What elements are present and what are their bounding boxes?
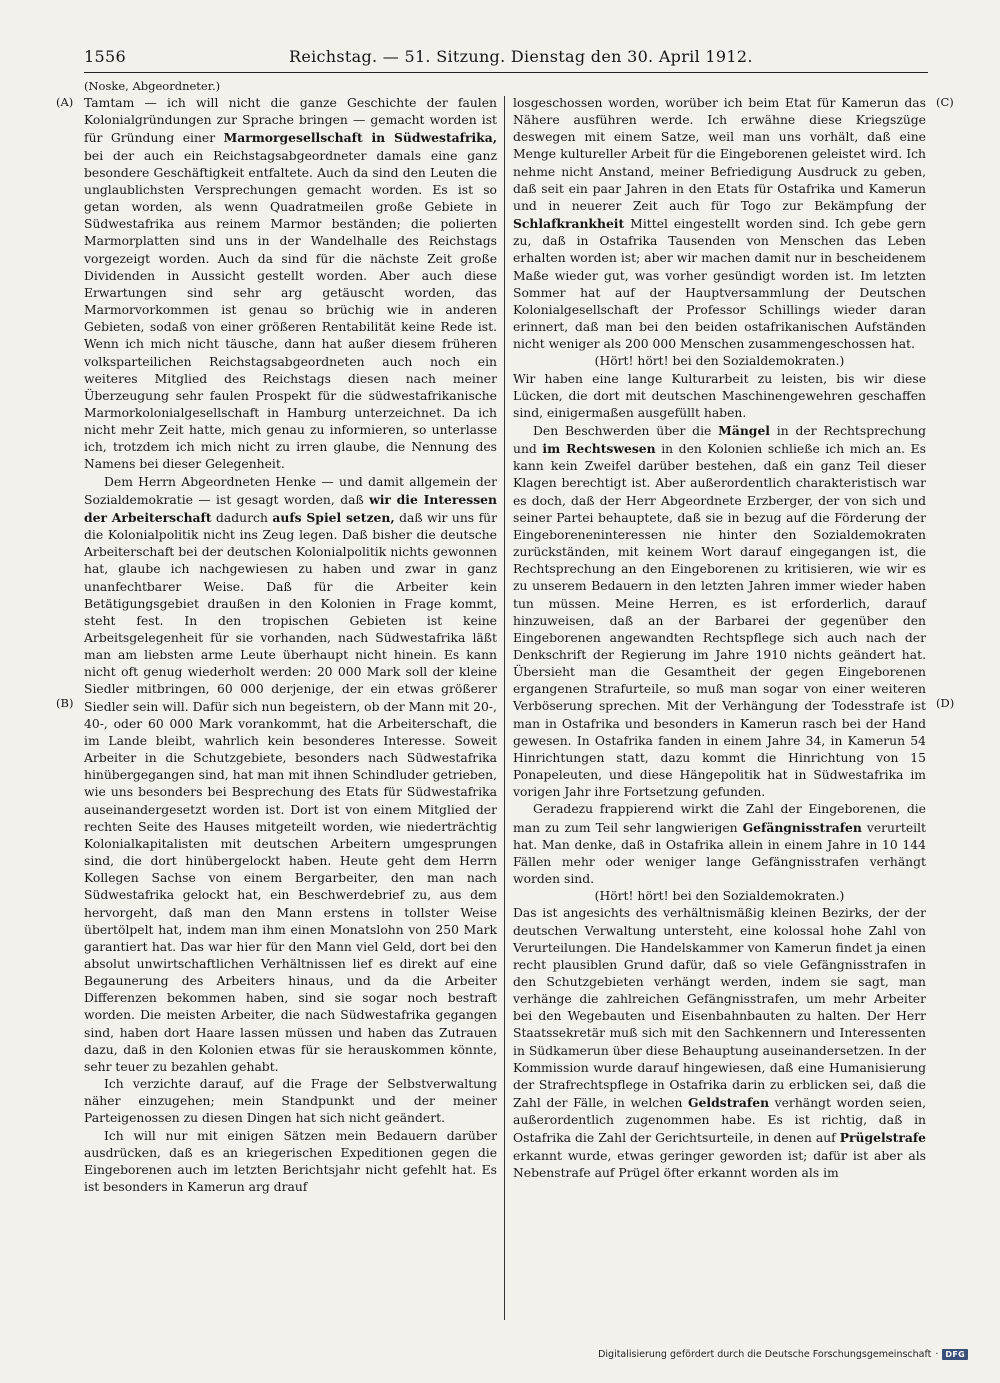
emphasis-text: im Rechtswesen — [542, 441, 656, 457]
column-divider — [504, 96, 505, 1320]
interjection: (Hört! hört! bei den Sozialdemokraten.) — [594, 889, 845, 904]
text-run: Mittel eingestellt worden sind. Ich gebe gern zu, daß in Ostafrika Tausenden von Menschen das Leben erhalten worden ist; aber wir machen damit nur in bescheidenem Maße wieder gut, was vorher gesündigt worden ist. Im letzten Sommer hat auf der Hauptversammlung der Deutschen Kolonialgesellschaft der Professor Schillings wieder daran erinnert, daß man bei den beiden ostafrikanischen Aufständen nicht weniger als 200 000 Menschen zusammengeschossen hat. — [513, 217, 926, 352]
text-run: bei der auch ein Reichstagsabgeordneter damals eine ganz besondere Geschäftigkeit entfaltete. Auch da sind den Leuten die unglaublichsten Versprechungen gemacht worden. Es ist so getan worden, als wenn Quadratmeilen große Gebiete in Südwestafrika aus reinem Marmor beständen; die polierten Marmorplatten sind uns in der Wandelhalle des Reichstags vorgezeigt worden. Auch da sind für die nächste Zeit große Dividenden in Aussicht gestellt worden. Aber auch diese Erwartungen sind sehr arg getäuscht worden, das Marmorvorkommen ist genau so brüchig wie in anderen Gebieten, sodaß von einer größeren Rentabilität keine Rede ist. Wenn ich mich nicht täusche, dann hat außer diesem früheren volksparteilichen Reichstagsabgeordneten auch noch ein weiteres Mitglied des Reichstags diesen nach meiner Überzeugung sehr faulen Prospekt für die südwestafrikanische Marmorkolonialgesellschaft in Hamburg unterzeichnet. Da ich nicht mehr Zeit hatte, mich genau zu informieren, so unterlasse ich, trotzdem ich mich nicht zu irren glaube, die Nennung des Namens bei dieser Gelegenheit. — [84, 148, 497, 472]
margin-mark-d: (D) — [936, 696, 955, 710]
running-head — [84, 47, 928, 69]
paragraph: Ich will nur mit einigen Sätzen mein Bedauern darüber ausdrücken, daß es an kriegerischen Expeditionen gegen die Eingeborenen auch im letzten Berichtsjahr nicht gefehlt hat. Es ist besonders in Kamerun arg drauf — [84, 1128, 497, 1194]
bullet-separator: · — [935, 1348, 939, 1360]
text-run: in der Rechtsprechung und — [513, 423, 926, 457]
paragraph: Wir haben eine lange Kulturarbeit zu leisten, bis wir diese Lücken, die dort mit deutschen Maschinengewehren geschaffen sind, einigermaßen ausgefüllt haben. — [513, 371, 926, 420]
emphasis-text: wir die Interessen der Arbeiterschaft — [84, 491, 497, 525]
dfg-logo-icon: DFG — [942, 1349, 968, 1360]
paragraph — [513, 422, 926, 801]
text-run: Geradezu frappierend wirkt die Zahl der Eingeborenen, die man zu zum Teil sehr langwierigen — [513, 802, 926, 835]
paragraph — [513, 801, 926, 888]
text-run: Den Beschwerden über die — [533, 423, 719, 438]
text-run: daß wir uns für die Kolonialpolitik nicht ins Zeug legen. Daß bisher die deutsche Arbeiterschaft bei der deutschen Kolonialpolitik nichts gewonnen hat, glaube ich nachgewiesen zu haben und zwar in ganz unanfechtbarer Weise. Daß für die Arbeiter kein Betätigungsgebiet draußen in den Kolonien in Frage kommt, steht fest. In den tropischen Gebieten ist keine Arbeitsgelegenheit für sie vorhanden, nach Südwestafrika läßt man am liebsten arme Leute überhaupt nicht hinein. Es kann nicht oft genug wiederholt werden: 20 000 Mark soll der kleine Siedler mitbringen, 60 000 derjenige, der ein etwas größerer Siedler sein will. Dafür sich nun begeistern, ob der Mann mit 20-, 40-, oder 60 000 Mark vorankommt, hat die Arbeiterschaft, die im Lande bleibt, wahrlich kein besonderes Interesse. Soweit Arbeiter in die Schutzgebiete, besonders nach Südwestafrika hinübergegangen sind, hat man mit ihnen Schindluder getrieben, wie uns besonders bei Besprechung des Etats für Südwestafrika auseinandergesetzt worden ist. Dort ist von einem Mitglied der rechten Seite des Hauses mitgeteilt worden, wie niederträchtig Kolonialkapitalisten mit deutschen Arbeitern umgesprungen sind, die dort hinübergelockt haben. Heute geht dem Herrn Kollegen Sachse von einem Bergarbeiter, den man nach Südwestafrika gelockt hat, ein Beschwerdebrief zu, aus dem hervorgeht, daß man den Mann erstens in tollster Weise übertölpelt hat, indem man ihm einen Monatslohn von 250 Mark garantiert hat. Das war hier für den Mann viel Geld, dort bei den absolut unwirtschaftlichen Verhältnissen lief es direkt auf eine Begaunerung des Arbeiters hinaus, und da die Arbeiter Differenzen bekommen haben, sind sie sogar noch bestraft worden. Die meisten Arbeiter, die nach Südwestafrika gegangen sind, haben dort Haare lassen müssen und haben das Zutrauen dazu, daß in den Kolonien etwas für sie herauskommen könnte, sehr teuer zu bezahlen gehabt. — [84, 510, 497, 1074]
left-column — [84, 78, 497, 1196]
paragraph — [84, 95, 497, 473]
emphasis-text: Schlafkrankheit — [513, 216, 625, 232]
page-number: 1556 — [84, 47, 126, 66]
text-run: Tamtam — ich will nicht die ganze Geschichte der faulen Kolonialgründungen zur Sprache bringen — gemacht worden ist für Gründung einer — [84, 96, 497, 146]
text-run: verurteilt hat. Man denke, daß in Ostafrika allein in einem Jahre in 10 144 Fällen mehr oder weniger lange Gefängnisstrafen verhängt worden sind. — [513, 820, 927, 887]
credit-text: Digitalisierung gefördert durch die Deutsche Forschungsgemeinschaft — [598, 1348, 932, 1360]
emphasis-text: Gefängnisstrafen — [742, 819, 862, 835]
text-run: in den Kolonien schließe ich mich an. Es kann kein Zweifel darüber bestehen, daß ein ganz Teil dieser Klagen berechtigt ist. Aber außerordentlich charakteristisch war es doch, daß der Herr Abgeordnete Erzberger, der von sich und seiner Partei behauptete, daß sie in bezug auf die Förderung der Eingeboreneninteressen nie hinter den Sozialdemokraten zurückständen, mit keinem Wort darauf eingegangen ist, die Rechtsprechung an den Eingeborenen zu kritisieren, wie wir es zu unserem Bedauern in den letzten Jahren immer wieder haben tun müssen. Meine Herren, es ist erforderlich, darauf hinzuweisen, daß an der Barbarei der gegenüber den Eingeborenen angewandten Rechtspflege sich auch nach der Denkschrift der Regierung im Jahre 1910 nichts geändert hat. Übersieht man die Gesamtheit der gegen Eingeborenen ergangenen Strafurteile, so muß man sogar von einer weiteren Verböserung sprechen. Mit der Verhängung der Todesstrafe ist man in Ostafrika und besonders in Kamerun rasch bei der Hand gewesen. In Ostafrika fanden in einem Jahre 34, in Kamerun 54 Hinrichtungen statt, dazu kommt die Hinrichtung von 15 Ponapeleuten, und diese Hängepolitik hat in Südwestafrika im vorigen Jahr ihre Fortsetzung gefunden. — [513, 442, 926, 800]
digitization-credit — [598, 1346, 968, 1362]
interjection: (Hört! hört! bei den Sozialdemokraten.) — [594, 354, 845, 369]
paragraph — [513, 905, 926, 1182]
emphasis-text: Mängel — [718, 422, 770, 438]
text-run: Dem Herrn Abgeordneten Henke — und damit allgemein der Sozialdemokratie — ist gesagt worden, daß — [84, 474, 497, 507]
text-run: Das ist angesichts des verhältnismäßig kleinen Bezirks, der der deutschen Verwaltung untersteht, eine kolossal hohe Zahl von Verurteilungen. Die Handelskammer von Kamerun findet ja einen recht plausiblen Grund dafür, daß so viele Gefängnisstrafen in den Schutzgebieten verhängt werden, indem sie sagt, man verhänge die zahlreichen Gefängnisstrafen, um mehr Arbeiter bei den Wegebauten und Eisenbahnbauten zu halten. Der Herr Staatssekretär muß sich mit den Sachkennern und Interessenten in Südkamerun über diese Behauptung auseinandersetzen. In der Kommission wurde darauf hingewiesen, daß eine Humanisierung der Strafrechtspflege in Ostafrika darin zu erblicken sei, daß die Zahl der Fälle, in welchen — [513, 906, 926, 1111]
emphasis-text: Prügelstrafe — [839, 1130, 926, 1146]
right-column — [513, 95, 926, 1182]
margin-mark-c: (C) — [936, 95, 954, 109]
emphasis-text: Geldstrafen — [688, 1095, 770, 1111]
emphasis-text: aufs Spiel setzen, — [272, 509, 395, 525]
text-run: verhängt worden seien, außerordentlich zugenommen habe. Es ist richtig, daß in Ostafrika die Zahl der Gerichtsurteile, in denen auf — [513, 1096, 926, 1146]
margin-mark-b: (B) — [56, 696, 74, 710]
text-run: dadurch — [211, 510, 273, 525]
page-header-title: Reichstag. — 51. Sitzung. Dienstag den 30. April 1912. — [289, 47, 753, 66]
emphasis-text: Marmorgesellschaft in Südwestafrika, — [223, 130, 497, 146]
paragraph — [513, 95, 926, 353]
paragraph: Ich verzichte darauf, auf die Frage der Selbstverwaltung näher einzugehen; mein Standpunkt und der meiner Parteigenossen zu diesen Dingen hat sich nicht geändert. — [84, 1077, 497, 1126]
speaker-attribution: (Noske, Abgeordneter.) — [84, 79, 221, 93]
header-rule — [84, 72, 928, 73]
text-run: erkannt wurde, etwas geringer geworden ist; dafür ist aber als Nebenstrafe auf Prügel öfter erkannt worden als im — [513, 1148, 926, 1180]
text-run: losgeschossen worden, worüber ich beim Etat für Kamerun das Nähere ausführen werde. Ich erwähne diese Kriegszüge deswegen mit einem Satze, weil man uns vorhält, daß eine Menge kultureller Arbeit für die Eingeborenen geleistet wird. Ich nehme nicht Anstand, meiner Befriedigung Ausdruck zu geben, daß seit ein paar Jahren in den Etats für Ostafrika und Kamerun und in neuerer Zeit auch für Togo zur Bekämpfung der — [513, 96, 926, 213]
paragraph — [84, 474, 497, 1076]
margin-mark-a: (A) — [56, 95, 74, 109]
